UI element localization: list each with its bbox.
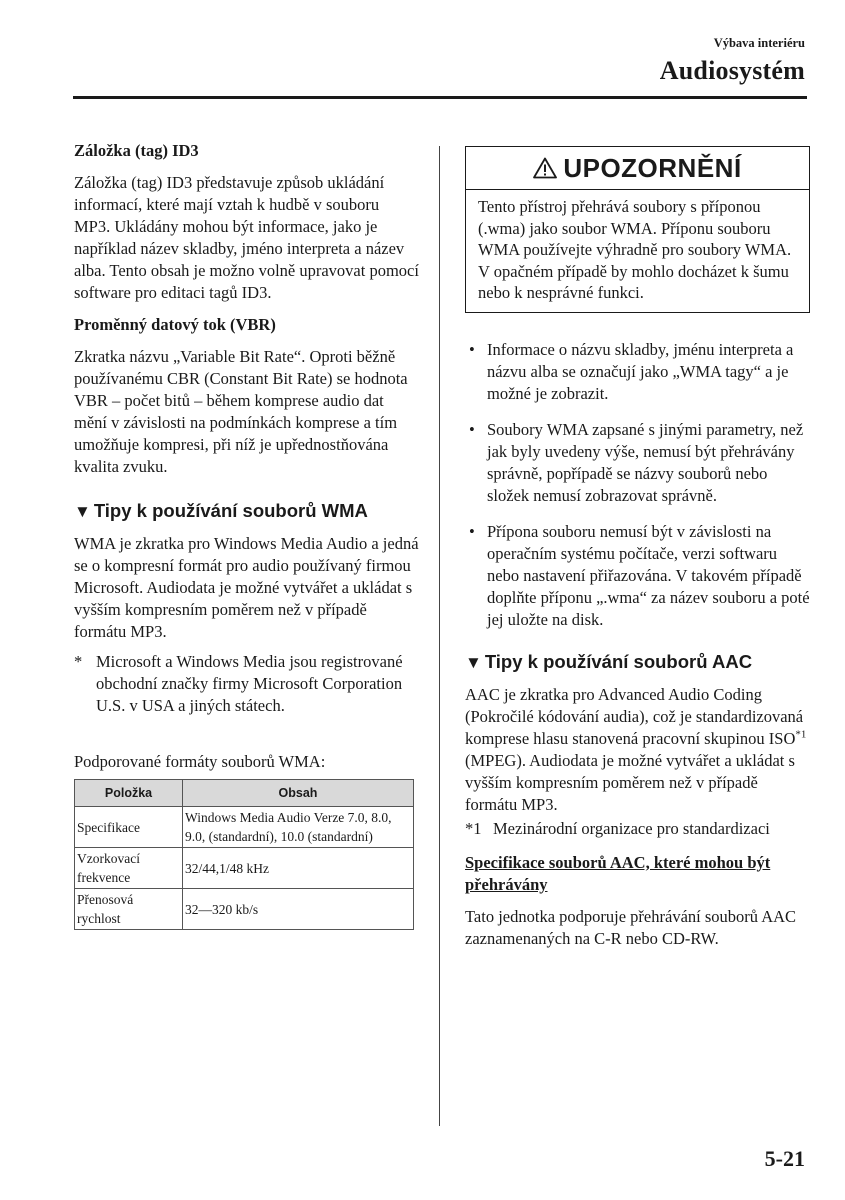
column-divider [439, 146, 440, 1126]
table-cell: Windows Media Audio Verze 7.0, 8.0, 9.0, (standardní), 10.0 (standardní) [183, 807, 414, 848]
footnote [74, 651, 419, 717]
table-row [75, 889, 414, 930]
footnote-text: Microsoft a Windows Media jsou registrované obchodní značky firmy Microsoft Corporation U.S. v USA a jiných státech. [96, 652, 403, 715]
bullet-dot: • [469, 339, 475, 359]
aac-text [465, 684, 810, 816]
caution-text: Tento přístroj přehrává soubory s příponou (.wma) jako soubor WMA. Příponu souboru WMA používejte výhradně pro soubory WMA. V opačném případě by mohlo docházet k šumu nebo k nesprávné funkci. [478, 197, 792, 302]
bullet-dot: • [469, 521, 475, 541]
aac-footnote-ref: *1 [795, 728, 807, 740]
page-number: 5-21 [764, 1146, 805, 1171]
table-header-item: Položka [75, 780, 183, 807]
caution-header [466, 147, 809, 190]
list-item-text: Přípona souboru nemusí být v závislosti na operačním systému počítače, verzi softwaru nebo nastavení přiřazována. V takovém případě doplňte příponu „.wma“ za název souboru a poté jej uložte na disk. [487, 521, 810, 629]
aac-spec-heading: Specifikace souborů AAC, které mohou být přehrávány [465, 852, 771, 894]
aac-heading [465, 651, 810, 674]
left-column [74, 140, 419, 930]
table-header-content: Obsah [183, 780, 414, 807]
aac-footnote-text: Mezinárodní organizace pro standardizaci [493, 818, 770, 838]
id3-text: Záložka (tag) ID3 představuje způsob ukládání informací, které mají vztah k hudbě v souboru MP3. Ukládány mohou být informace, jako je například název skladby, jméno interpreta a název alba. Tento obsah je možno volně upravovat pomocí software pro editaci tagů ID3. [74, 173, 419, 302]
list-item-text: Informace o názvu skladby, jménu interpreta a názvu alba se označují jako „WMA tagy“ a je možné je zobrazit. [487, 339, 794, 403]
table-row [75, 848, 414, 889]
wma-heading [74, 500, 419, 523]
bullet-dot: • [469, 419, 475, 439]
wma-format-table [74, 779, 414, 930]
header-rule [73, 96, 807, 99]
triangle-down-icon: ▼ [465, 652, 482, 672]
list-item [465, 419, 810, 507]
wma-heading-text: Tipy k používání souborů WMA [93, 500, 368, 521]
table-cell: 32/44,1/48 kHz [183, 848, 414, 889]
aac-text-part2: (MPEG). Audiodata je možné vytvářet a ukládat s vyšším kompresním poměrem než v případě formátu MP3. [465, 750, 795, 814]
warning-triangle-icon [533, 157, 557, 179]
table-cell: Vzorkovací frekvence [75, 848, 183, 889]
aac-spec-text: Tato jednotka podporuje přehrávání souborů AAC zaznamenaných na C-R nebo CD-RW. [465, 906, 797, 948]
aac-footnote [465, 818, 810, 840]
caution-title: UPOZORNĚNÍ [563, 153, 742, 183]
vbr-text: Zkratka názvu „Variable Bit Rate“. Oproti běžně používanému CBR (Constant Bit Rate) se hodnota VBR – počet bitů – během komprese audio dat mění v závislosti na podmínkách komprese a tím umožňuje kompresi, při níž je upřednostňována kvalita zvuku. [74, 347, 408, 476]
id3-heading: Záložka (tag) ID3 [74, 141, 199, 160]
table-cell: 32—320 kb/s [183, 889, 414, 930]
footnote-mark: * [74, 652, 83, 671]
table-cell: Specifikace [75, 807, 183, 848]
right-column [465, 140, 810, 950]
list-item [465, 339, 810, 405]
aac-text-part1: AAC je zkratka pro Advanced Audio Coding (Pokročilé kódování audia), což je standardizovaná komprese hlasu stanovená pracovní skupinou ISO [465, 684, 804, 748]
list-item-text: Soubory WMA zapsané s jinými parametry, než jak byly uvedeny výše, nemusí být přehrávány správně, popřípadě se názvy souborů nebo složek nemusí zobrazovat správně. [487, 419, 804, 505]
table-header-row [75, 780, 414, 807]
vbr-heading: Proměnný datový tok (VBR) [74, 315, 276, 334]
list-item [465, 521, 810, 631]
aac-heading-text: Tipy k používání souborů AAC [484, 650, 753, 672]
wma-text: WMA je zkratka pro Windows Media Audio a jedná se o kompresní formát pro audio používaný firmou Microsoft. Audiodata je možné vytvářet a ukládat s vyšším kompresním poměrem než v případě formátu MP3. [74, 534, 419, 641]
wma-notes-list [465, 339, 810, 631]
page-title: Audiosystém [659, 56, 805, 85]
table-row [75, 807, 414, 848]
triangle-down-icon: ▼ [74, 502, 91, 521]
caution-box [465, 146, 810, 313]
section-label: Výbava interiéru [713, 36, 805, 50]
table-cell: Přenosová rychlost [75, 889, 183, 930]
table-caption: Podporované formáty souborů WMA: [74, 752, 326, 771]
aac-footnote-mark: *1 [465, 818, 482, 838]
